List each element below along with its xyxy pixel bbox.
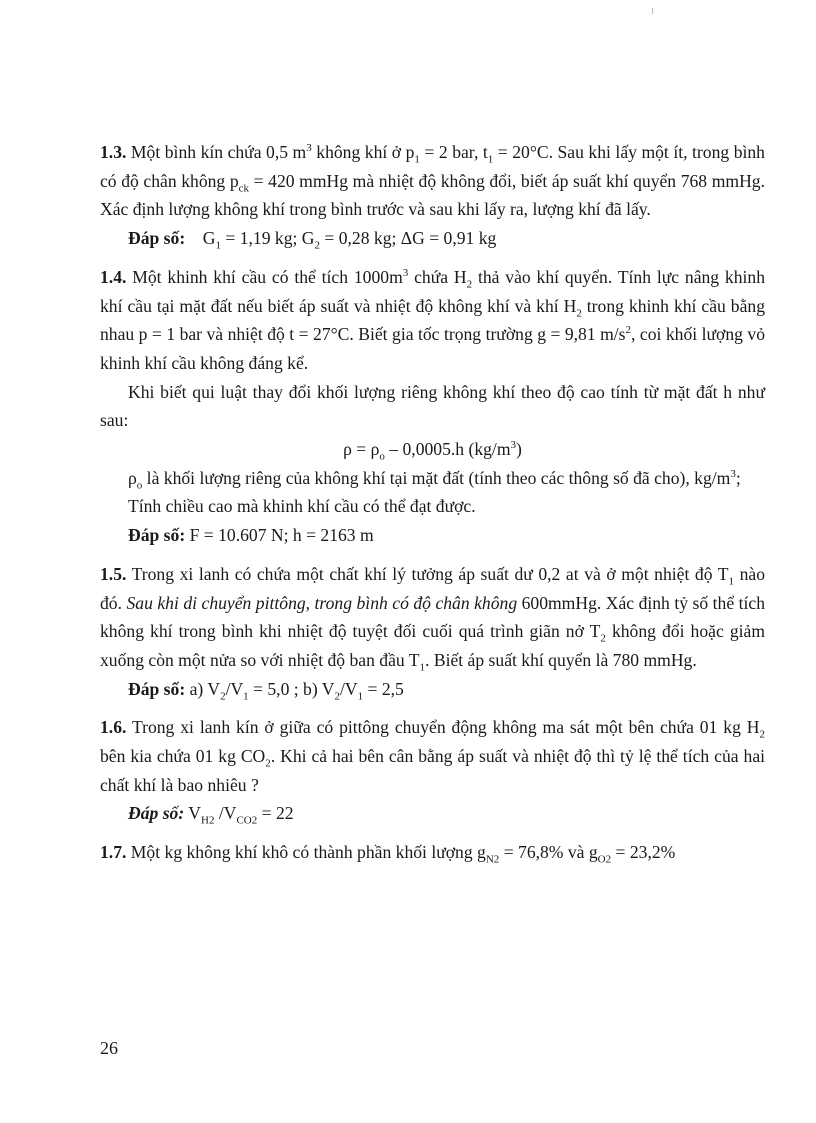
- answer: Đáp số: a) $V_2/V_1 = 5,0$ ; b) $V_2/V_1 = 2,5$: [128, 678, 404, 703]
- problem-text: 1.3. Một bình kín chứa 0,5 $m^3$ không khí ở $p_1 = 2$ bar, $t_1 = 20^\circ C$. Sau khi lấy một ít, trong bình có độ chân không $p_{ck} = 420$ mmHg mà nhiệt độ không đổi, biết áp suất khí quyển 768 mmHg. Xác định lượng không khí trong bình trước và sau khi lấy ra, lượng khí đã lấy.: [100, 142, 765, 220]
- paragraph: Khi biết qui luật thay đổi khối lượng riêng không khí theo độ cao tính từ mặt đất h như sau:: [100, 381, 765, 431]
- problem-text: 1.7. Một kg không khí khô có thành phần khối lượng $g_{N2} = 76,8\%$ và $g_{O2} = 23,2\%$: [100, 842, 676, 866]
- page-number: 26: [100, 1038, 118, 1058]
- page-content: [100, 138, 765, 877]
- problem-number: 1.6.: [100, 717, 127, 738]
- problem-number: 1.5.: [100, 563, 127, 584]
- problem-number: 1.4.: [100, 266, 127, 287]
- problem-text: 1.5. Trong xi lanh có chứa một chất khí lý tưởng áp suất dư 0,2 at và ở một nhiệt độ $T_1$ nào đó. Sau khi di chuyển pittông, trong bình có độ chân không 600mmHg. Xác định tỷ số thể tích không khí trong bình khi nhiệt độ tuyệt đối cuối quá trình giãn nở $T_2$ không đổi hoặc giảm xuống còn một nửa so với nhiệt độ ban đầu $T_1$. Biết áp suất khí quyển là 780 mmHg.: [100, 563, 766, 674]
- paragraph: Tính chiều cao mà khinh khí cầu có thể đạt được.: [128, 496, 476, 517]
- answer: Đáp số: $V_{H2}$ $/V_{CO2} = 22$: [128, 803, 294, 827]
- problem-1-7: [100, 838, 765, 867]
- problem-number: 1.3.: [100, 142, 127, 162]
- answer: Đáp số: F = 10.607 N; h = 2163 m: [128, 525, 374, 546]
- problem-number: 1.7.: [100, 842, 127, 863]
- problem-1-5: [100, 560, 765, 704]
- formula: $\rho = \rho_o - 0,0005.h$ $(kg/m^3)$: [343, 439, 522, 463]
- paragraph: $\rho_o$ là khối lượng riêng của không khí tại mặt đất (tính theo các thông số đã cho), $kg/m^3$;: [128, 467, 741, 492]
- problem-1-3: [100, 138, 765, 253]
- problem-1-6: [100, 713, 765, 828]
- problem-1-4: [100, 263, 765, 550]
- problem-text: 1.6. Trong xi lanh kín ở giữa có pittông chuyển động không ma sát một bên chứa 01 kg $H_2$ bên kia chứa 01 kg $CO_2$. Khi cả hai bên cân bằng áp suất và nhiệt độ thì tỷ lệ thể tích của hai chất khí là bao nhiêu ?: [100, 717, 766, 795]
- problem-text: 1.4. Một khinh khí cầu có thể tích $1000m^3$ chứa $H_2$ thả vào khí quyển. Tính lực nâng khinh khí cầu tại mặt đất nếu biết áp suất và nhiệt độ không khí và khí $H_2$ trong khinh khí cầu bằng nhau p = 1 bar và nhiệt độ t = 27°C. Biết gia tốc trọng trường g = 9,81 $m/s^2$, coi khối lượng vỏ khinh khí cầu không đáng kể.: [100, 266, 766, 373]
- scan-mark: [652, 8, 653, 14]
- answer: Đáp số: $G_1 = 1,19$ kg; $G_2 = 0,28$ kg; ΔG = 0,91 kg: [128, 228, 497, 252]
